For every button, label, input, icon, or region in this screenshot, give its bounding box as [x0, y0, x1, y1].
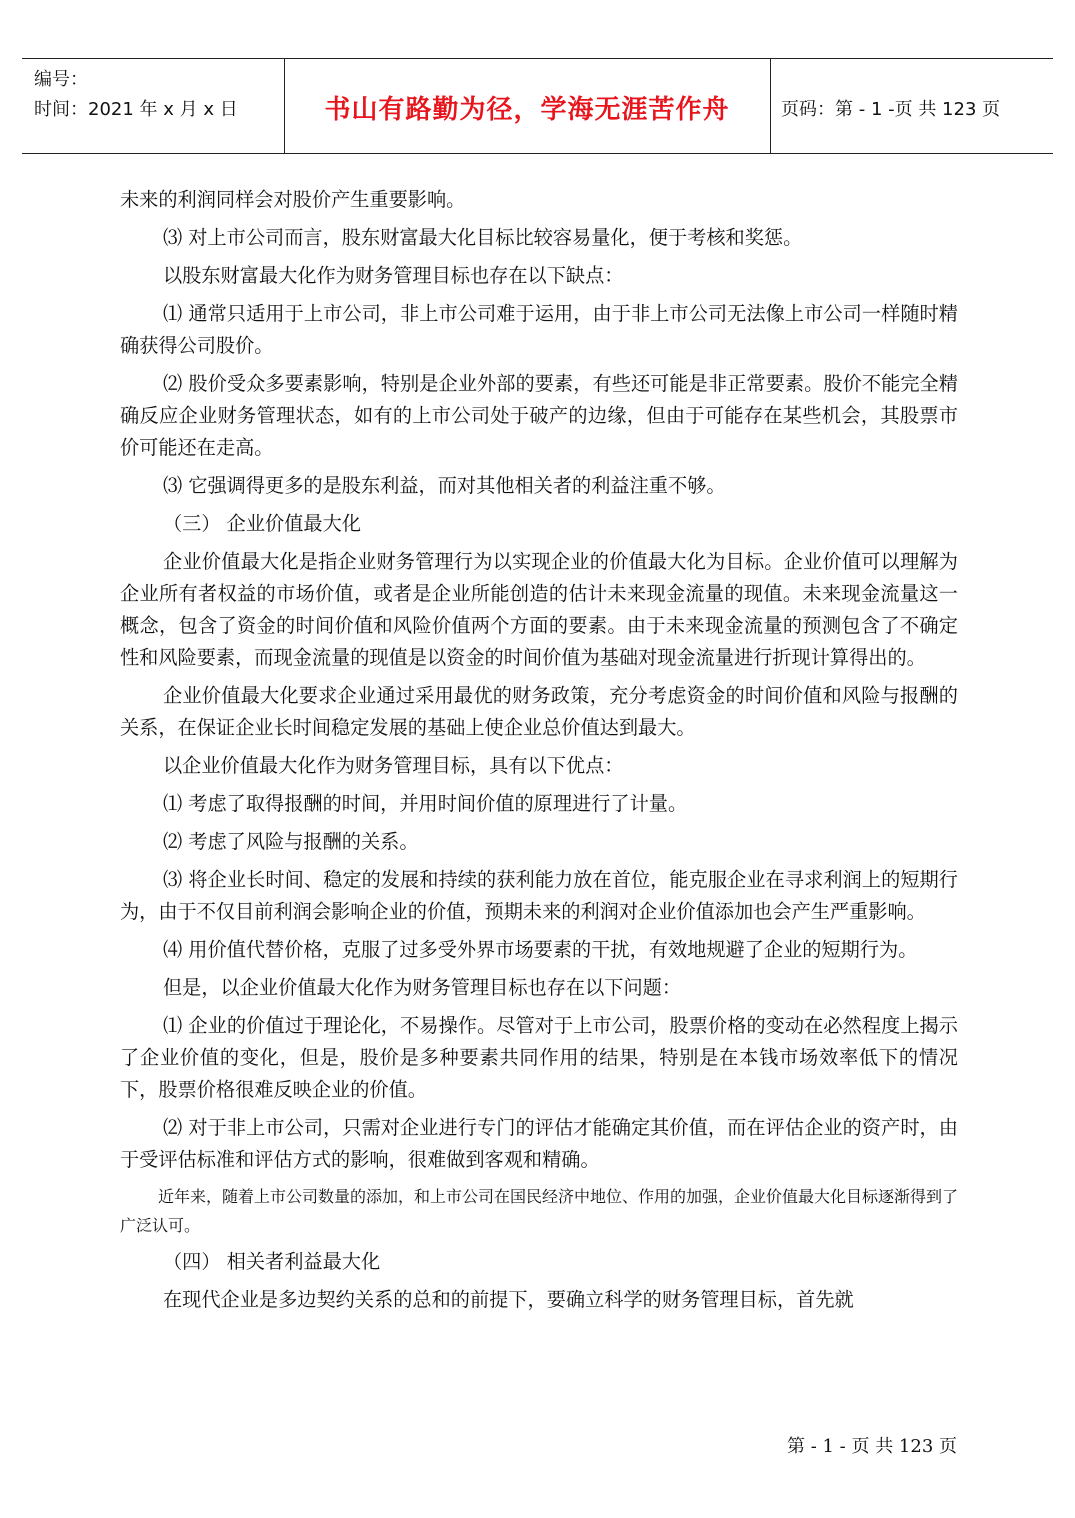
- paragraph: 以企业价值最大化作为财务管理目标，具有以下优点：: [163, 754, 624, 777]
- header-info-cell: [22, 59, 285, 153]
- motto: 书山有路勤为径，学海无涯苦作舟: [324, 95, 730, 125]
- paragraph: 但是，以企业价值最大化作为财务管理目标也存在以下问题：: [163, 976, 682, 999]
- paragraph: ⑵ 对于非上市公司，只需对企业进行专门的评估才能确定其价值，而在评估企业的资产时，由于受评估标准和评估方式的影响，很难做到客观和精确。: [120, 1116, 958, 1171]
- section-heading: （四） 相关者利益最大化: [163, 1250, 381, 1273]
- paragraph: 在现代企业是多边契约关系的总和的前提下，要确立科学的财务管理目标，首先就: [163, 1288, 854, 1311]
- paragraph: 以股东财富最大化作为财务管理目标也存在以下缺点：: [163, 264, 624, 287]
- paragraph: 未来的利润同样会对股价产生重要影响。: [120, 188, 466, 211]
- document-body: [120, 184, 958, 1316]
- paragraph-small: 近年来，随着上市公司数量的添加，和上市公司在国民经济中地位、作用的加强，企业价值最大化目标逐渐得到了广泛认可。: [120, 1187, 959, 1235]
- section-heading: （三） 企业价值最大化: [163, 512, 361, 535]
- paragraph: 企业价值最大化要求企业通过采用最优的财务政策，充分考虑资金的时间价值和风险与报酬的关系，在保证企业长时间稳定发展的基础上使企业总价值达到最大。: [120, 684, 958, 739]
- paragraph: ⑶ 将企业长时间、稳定的发展和持续的获利能力放在首位，能克服企业在寻求利润上的短期行为，由于不仅目前利润会影响企业的价值，预期未来的利润对企业价值添加也会产生严重影响。: [120, 868, 958, 923]
- paragraph: 企业价值最大化是指企业财务管理行为以实现企业的价值最大化为目标。企业价值可以理解为企业所有者权益的市场价值，或者是企业所能创造的估计未来现金流量的现值。未来现金流量这一概念，包含了资金的时间价值和风险价值两个方面的要素。由于未来现金流量的预测包含了不确定性和风险要素，而现金流量的现值是以资金的时间价值为基础对现金流量进行折现计算得出的。: [120, 550, 958, 669]
- paragraph: ⑵ 股价受众多要素影响，特别是企业外部的要素，有些还可能是非正常要素。股价不能完全精确反应企业财务管理状态，如有的上市公司处于破产的边缘，但由于可能存在某些机会，其股票市价可能还在走高。: [120, 372, 958, 459]
- paragraph: ⑴ 考虑了取得报酬的时间，并用时间价值的原理进行了计量。: [163, 792, 688, 815]
- paragraph: ⑵ 考虑了风险与报酬的关系。: [163, 830, 419, 853]
- time-label: 时间：2021 年 x 月 x 日: [34, 99, 238, 120]
- paragraph: ⑴ 通常只适用于上市公司，非上市公司难于运用，由于非上市公司无法像上市公司一样随时精确获得公司股价。: [120, 302, 958, 357]
- header-page-cell: [771, 59, 1053, 153]
- paragraph: ⑴ 企业的价值过于理论化，不易操作。尽管对于上市公司，股票价格的变动在必然程度上揭示了企业价值的变化，但是，股价是多种要素共同作用的结果，特别是在本钱市场效率低下的情况下，股票价格很难反映企业的价值。: [120, 1014, 958, 1101]
- number-label: 编号：: [34, 69, 88, 90]
- page-header: [22, 58, 1053, 154]
- page-code: 页码：第 - 1 -页 共 123 页: [781, 99, 1001, 120]
- paragraph: ⑶ 它强调得更多的是股东利益，而对其他相关者的利益注重不够。: [163, 474, 726, 497]
- paragraph: ⑶ 对上市公司而言，股东财富最大化目标比较容易量化，便于考核和奖惩。: [163, 226, 803, 249]
- header-motto-cell: [284, 59, 771, 153]
- paragraph: ⑷ 用价值代替价格，克服了过多受外界市场要素的干扰，有效地规避了企业的短期行为。: [163, 938, 918, 961]
- page-footer: 第 - 1 - 页 共 123 页: [786, 1436, 957, 1457]
